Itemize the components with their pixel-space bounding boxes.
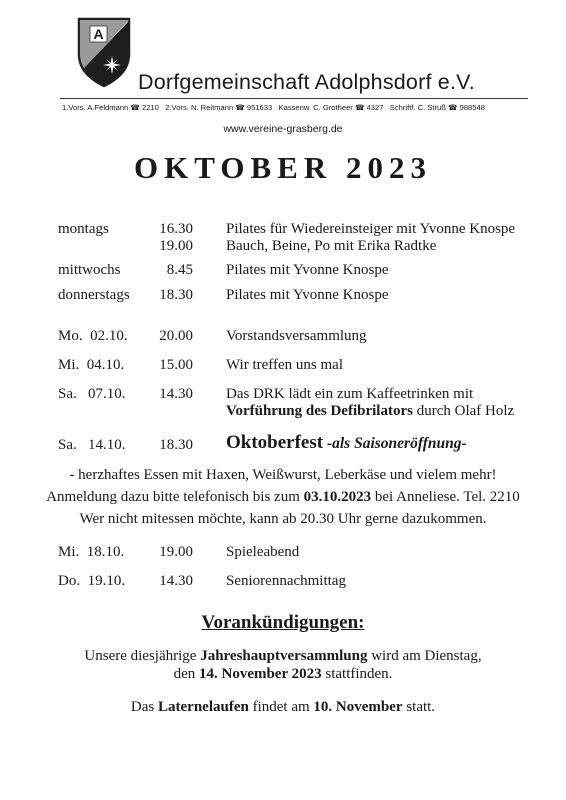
- contact-item: Kassenw. C. Grotheer ☎ 4327: [278, 103, 384, 112]
- schedule-day: montags: [58, 221, 109, 237]
- schedule-time: 18.30: [159, 287, 193, 303]
- event-time: 14.30: [159, 386, 193, 402]
- event-title: Spieleabend: [226, 544, 300, 560]
- schedule-time: 19.00: [159, 238, 193, 254]
- event-time: 18.30: [159, 437, 193, 453]
- event-date: Do. 19.10.: [58, 573, 126, 589]
- schedule-time: 8.45: [166, 262, 193, 278]
- event-title: Seniorennachmittag: [226, 573, 346, 589]
- event-title: Das DRK lädt ein zum Kaffeetrinken mit Vorführung des Defibrilators durch Olaf Holz: [226, 386, 515, 419]
- event-date: Sa. 07.10.: [58, 386, 126, 402]
- announcements-title: Vorankündigungen:: [201, 612, 365, 633]
- schedule-day: mittwochs: [58, 262, 121, 278]
- announcement-text: Das Laternelaufen findet am 10. November statt.: [130, 699, 436, 715]
- event-date: Sa. 14.10.: [58, 437, 126, 453]
- oktoberfest-registration: Anmeldung dazu bitte telefonisch bis zum 03.10.2023 bei Anneliese. Tel. 2210: [46, 489, 520, 505]
- event-time: 19.00: [159, 544, 193, 560]
- announcement-text: den 14. November 2023 stattfinden.: [173, 666, 393, 682]
- website-link[interactable]: www.vereine-grasberg.de: [223, 123, 343, 135]
- club-logo: [76, 16, 132, 93]
- event-time: 20.00: [159, 328, 193, 344]
- event-date: Mi. 18.10.: [58, 544, 125, 560]
- event-time: 15.00: [159, 357, 193, 373]
- schedule-time: 16.30: [159, 221, 193, 237]
- event-date: Mo. 02.10.: [58, 328, 128, 344]
- contact-item: 1.Vors. A.Feldmann ☎ 2210: [62, 103, 159, 112]
- header-divider: [60, 98, 528, 99]
- announcement-text: Unsere diesjährige Jahreshauptversammlung wird am Dienstag,: [84, 648, 482, 664]
- contact-item: Schriftf. C. Struß ☎ 988548: [389, 103, 485, 112]
- event-time: 14.30: [159, 573, 193, 589]
- schedule-day: donnerstags: [58, 287, 130, 303]
- oktoberfest-title: Oktoberfest -als Saisoneröffnung-: [226, 432, 467, 453]
- schedule-activity: Bauch, Beine, Po mit Erika Radtke: [226, 238, 437, 254]
- contact-item: 2.Vors. N. Reitmann ☎ 951633: [165, 103, 273, 112]
- contact-list: [62, 103, 485, 112]
- schedule-activity: Pilates mit Yvonne Knospe: [226, 262, 389, 278]
- event-date: Mi. 04.10.: [58, 357, 125, 373]
- logo-letter: A: [93, 26, 104, 42]
- event-title: Vorstandsversammlung: [226, 328, 367, 344]
- schedule-activity: Pilates für Wiedereinsteiger mit Yvonne Knospe: [226, 221, 516, 237]
- page-title: OKTOBER 2023: [134, 150, 432, 185]
- oktoberfest-menu: - herzhaftes Essen mit Haxen, Weißwurst, Leberkäse und vielem mehr!: [69, 467, 497, 483]
- event-title: Wir treffen uns mal: [226, 357, 343, 373]
- schedule-activity: Pilates mit Yvonne Knospe: [226, 287, 389, 303]
- oktoberfest-note: Wer nicht mitessen möchte, kann ab 20.30 Uhr gerne dazukommen.: [79, 511, 487, 527]
- organization-name: Dorfgemeinschaft Adolphsdorf e.V.: [138, 70, 475, 94]
